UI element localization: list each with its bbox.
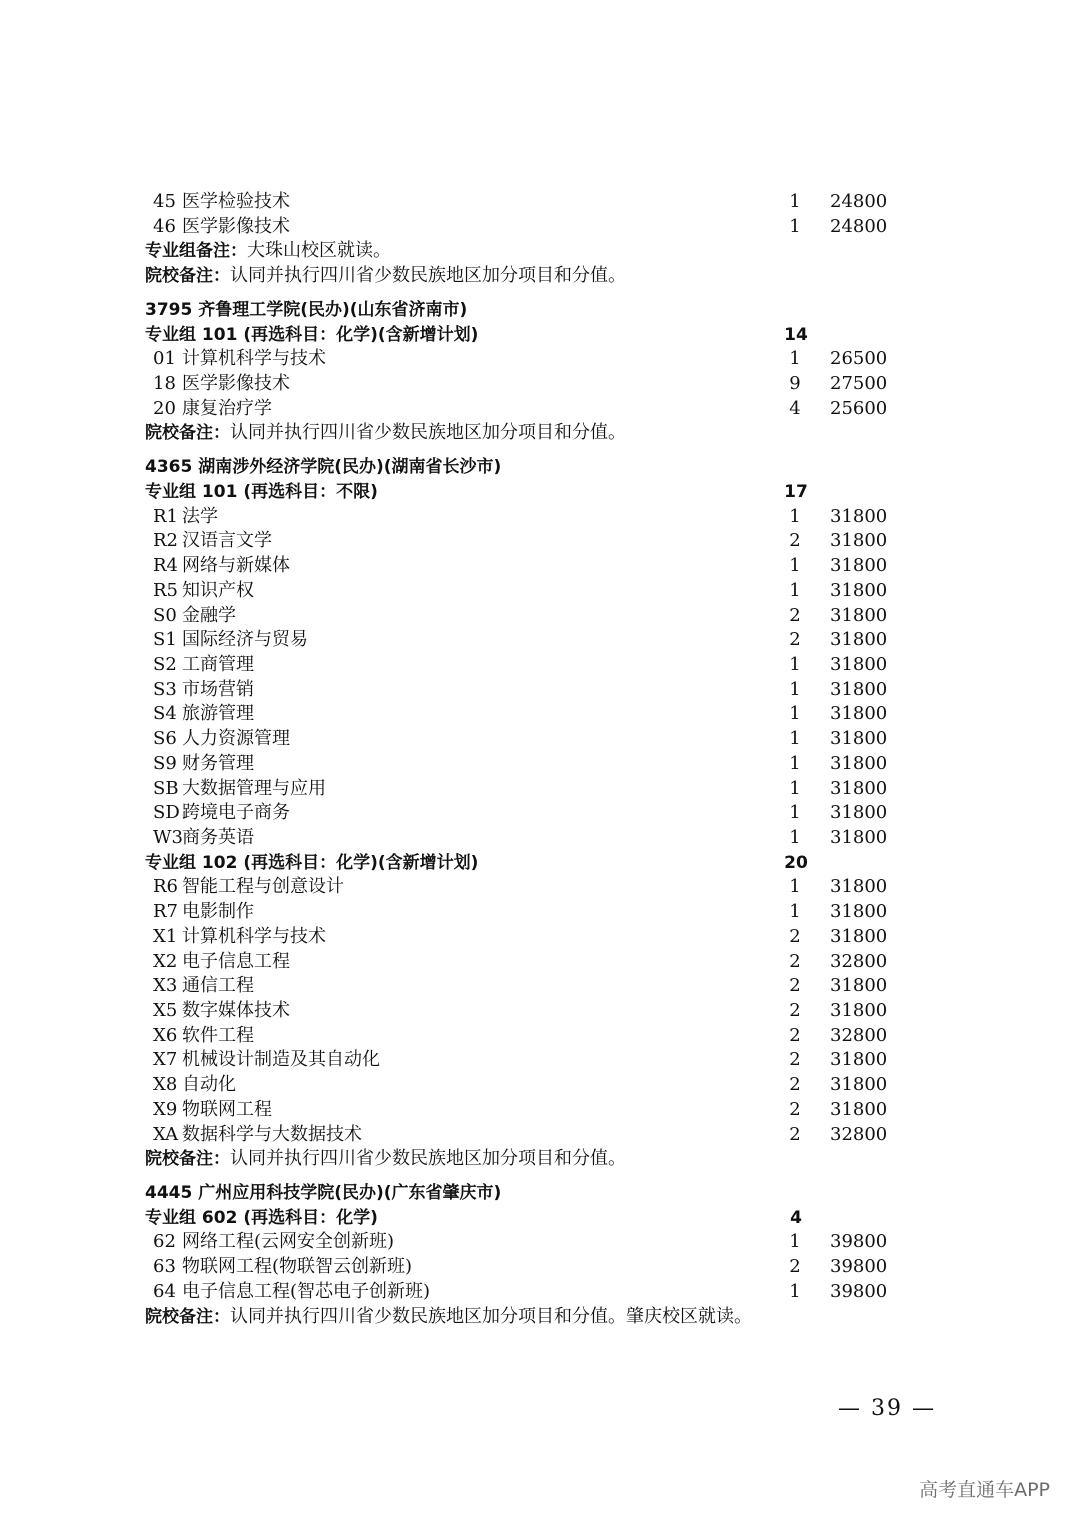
- tuition-fee: 31800: [830, 802, 888, 824]
- major-name: 金融学: [182, 604, 236, 626]
- major-row: [0, 1255, 1080, 1280]
- plan-count: 1: [789, 802, 801, 824]
- major-name: 计算机科学与技术: [182, 925, 326, 947]
- major-code: R1: [153, 505, 179, 527]
- major-name: 汉语言文学: [182, 530, 272, 552]
- major-name: 康复治疗学: [182, 397, 272, 419]
- plan-count: 2: [789, 1256, 801, 1278]
- major-code: 01: [153, 348, 176, 370]
- major-row: [0, 1280, 1080, 1305]
- major-row: [0, 372, 1080, 397]
- group-plan-count: 17: [784, 481, 808, 502]
- major-code: X3: [153, 975, 178, 997]
- remark-line: [0, 1147, 1080, 1172]
- major-name: 跨境电子商务: [182, 802, 290, 824]
- plan-count: 1: [789, 703, 801, 725]
- major-name: 医学影像技术: [182, 373, 290, 395]
- major-name: 电影制作: [182, 901, 254, 923]
- major-row: [0, 1098, 1080, 1123]
- remark: [145, 239, 391, 264]
- plan-count: 1: [789, 1280, 801, 1302]
- tuition-fee: 31800: [830, 1074, 888, 1096]
- major-row: [0, 215, 1080, 240]
- remark-line: [0, 239, 1080, 264]
- major-code: S1: [153, 629, 177, 651]
- tuition-fee: 31800: [830, 1000, 888, 1021]
- plan-count: 1: [789, 555, 801, 577]
- tuition-fee: 31800: [830, 876, 888, 898]
- plan-count: 2: [789, 530, 801, 552]
- tuition-fee: 31800: [830, 1049, 888, 1071]
- tuition-fee: 25600: [830, 397, 888, 419]
- plan-count: 2: [789, 1024, 801, 1046]
- major-name: 市场营销: [182, 678, 254, 700]
- major-code: R7: [153, 901, 179, 923]
- major-row: [0, 653, 1080, 678]
- major-row: [0, 999, 1080, 1024]
- major-row: [0, 1073, 1080, 1098]
- major-row: [0, 974, 1080, 999]
- major-group-heading: [0, 1206, 1080, 1231]
- group-plan-count: 20: [784, 852, 808, 873]
- tuition-fee: 32800: [830, 1123, 888, 1145]
- tuition-fee: 31800: [830, 629, 888, 651]
- plan-count: 2: [789, 1098, 801, 1120]
- tuition-fee: 31800: [830, 1098, 888, 1120]
- major-name: 数据科学与大数据技术: [182, 1123, 362, 1145]
- remark-text: 认同并执行四川省少数民族地区加分项目和分值。: [230, 1148, 626, 1170]
- remark-line: [0, 1305, 1080, 1330]
- tuition-fee: 31800: [830, 826, 888, 848]
- major-code: 46: [153, 215, 176, 237]
- tuition-fee: 39800: [830, 1231, 888, 1253]
- remark-label: 院校备注：: [145, 1306, 230, 1327]
- major-code: R4: [153, 555, 179, 577]
- group-plan-count: 14: [784, 324, 808, 345]
- school-heading: [0, 298, 1080, 323]
- plan-count: 2: [789, 950, 801, 972]
- remark: [145, 421, 626, 446]
- major-code: S2: [153, 653, 177, 675]
- remark: [145, 264, 626, 289]
- tuition-fee: 31800: [830, 777, 888, 799]
- major-name: 电子信息工程: [182, 950, 290, 972]
- remark-label: 院校备注：: [145, 423, 230, 444]
- major-row: [0, 801, 1080, 826]
- major-name: 电子信息工程(智芯电子创新班): [182, 1280, 431, 1302]
- page-number: — 39 —: [838, 1396, 936, 1421]
- remark-line: [0, 421, 1080, 446]
- tuition-fee: 31800: [830, 925, 888, 947]
- plan-count: 1: [789, 752, 801, 774]
- major-group-title: 专业组 602 (再选科目：化学): [145, 1207, 378, 1228]
- major-name: 人力资源管理: [182, 728, 290, 750]
- major-name: 网络与新媒体: [182, 555, 290, 577]
- major-group-heading: [0, 480, 1080, 505]
- major-code: 63: [153, 1256, 176, 1278]
- major-code: X6: [153, 1024, 178, 1046]
- tuition-fee: 24800: [830, 191, 888, 212]
- major-row: [0, 826, 1080, 851]
- school-heading: [0, 455, 1080, 480]
- major-code: 64: [153, 1280, 176, 1302]
- tuition-fee: 31800: [830, 678, 888, 700]
- major-group-heading: [0, 851, 1080, 876]
- major-row: [0, 190, 1080, 215]
- tuition-fee: 31800: [830, 703, 888, 725]
- major-row: [0, 1230, 1080, 1255]
- major-row: [0, 875, 1080, 900]
- major-name: 物联网工程: [182, 1098, 272, 1120]
- tuition-fee: 31800: [830, 530, 888, 552]
- major-code: 20: [153, 397, 176, 419]
- major-code: X5: [153, 1000, 178, 1021]
- major-code: 62: [153, 1231, 176, 1253]
- plan-count: 1: [789, 1231, 801, 1253]
- major-row: [0, 1123, 1080, 1148]
- major-row: [0, 752, 1080, 777]
- major-name: 计算机科学与技术: [182, 348, 326, 370]
- major-group-title: 专业组 101 (再选科目：化学)(含新增计划): [145, 324, 479, 345]
- plan-count: 1: [789, 579, 801, 601]
- major-row: [0, 505, 1080, 530]
- plan-count: 2: [789, 925, 801, 947]
- major-row: [0, 702, 1080, 727]
- major-code: R6: [153, 876, 179, 898]
- major-row: [0, 554, 1080, 579]
- remark-line: [0, 264, 1080, 289]
- enrollment-plan-list: [0, 190, 1080, 1329]
- plan-count: 1: [789, 826, 801, 848]
- major-code: X9: [153, 1098, 178, 1120]
- remark-label: 专业组备注：: [145, 241, 247, 262]
- plan-count: 1: [789, 653, 801, 675]
- major-name: 自动化: [182, 1074, 236, 1096]
- major-name: 大数据管理与应用: [182, 777, 326, 799]
- major-name: 通信工程: [182, 975, 254, 997]
- major-row: [0, 777, 1080, 802]
- major-name: 机械设计制造及其自动化: [182, 1049, 380, 1071]
- tuition-fee: 39800: [830, 1256, 888, 1278]
- major-name: 旅游管理: [182, 703, 254, 725]
- remark-text: 大珠山校区就读。: [247, 240, 391, 262]
- major-code: X8: [153, 1074, 178, 1096]
- major-row: [0, 1024, 1080, 1049]
- tuition-fee: 31800: [830, 752, 888, 774]
- major-code: S3: [153, 678, 177, 700]
- school-name: 4445 广州应用科技学院(民办)(广东省肇庆市): [145, 1183, 502, 1204]
- major-row: [0, 347, 1080, 372]
- remark: [145, 1305, 752, 1330]
- major-name: 智能工程与创意设计: [182, 876, 344, 898]
- remark-label: 院校备注：: [145, 1149, 230, 1170]
- group-plan-count: 4: [790, 1207, 802, 1228]
- tuition-fee: 32800: [830, 1024, 888, 1046]
- remark-text: 认同并执行四川省少数民族地区加分项目和分值。: [230, 265, 626, 287]
- plan-count: 2: [789, 629, 801, 651]
- major-group-heading: [0, 323, 1080, 348]
- plan-count: 2: [789, 604, 801, 626]
- plan-count: 2: [789, 1049, 801, 1071]
- plan-count: 1: [789, 901, 801, 923]
- major-code: SB: [153, 777, 179, 799]
- major-code: S6: [153, 728, 177, 750]
- plan-count: 1: [789, 678, 801, 700]
- plan-count: 1: [789, 876, 801, 898]
- plan-count: 1: [789, 191, 801, 212]
- remark-label: 院校备注：: [145, 266, 230, 287]
- major-row: [0, 397, 1080, 422]
- major-name: 医学检验技术: [182, 191, 290, 212]
- major-row: [0, 900, 1080, 925]
- major-name: 数字媒体技术: [182, 1000, 290, 1021]
- plan-count: 2: [789, 1123, 801, 1145]
- school-heading: [0, 1181, 1080, 1206]
- major-row: [0, 925, 1080, 950]
- major-name: 软件工程: [182, 1024, 254, 1046]
- school-name: 3795 齐鲁理工学院(民办)(山东省济南市): [145, 299, 468, 320]
- plan-count: 1: [789, 505, 801, 527]
- plan-count: 2: [789, 1074, 801, 1096]
- tuition-fee: 24800: [830, 215, 888, 237]
- plan-count: 2: [789, 1000, 801, 1021]
- major-row: [0, 727, 1080, 752]
- major-code: X7: [153, 1049, 178, 1071]
- tuition-fee: 31800: [830, 604, 888, 626]
- major-code: R5: [153, 579, 179, 601]
- plan-count: 1: [789, 348, 801, 370]
- major-row: [0, 628, 1080, 653]
- major-code: 45: [153, 191, 176, 212]
- tuition-fee: 31800: [830, 653, 888, 675]
- plan-count: 1: [789, 728, 801, 750]
- remark: [145, 1147, 626, 1172]
- major-code: R2: [153, 530, 179, 552]
- tuition-fee: 39800: [830, 1280, 888, 1302]
- major-code: S4: [153, 703, 177, 725]
- remark-text: 认同并执行四川省少数民族地区加分项目和分值。: [230, 422, 626, 444]
- major-name: 网络工程(云网安全创新班): [182, 1231, 395, 1253]
- tuition-fee: 32800: [830, 950, 888, 972]
- major-row: [0, 1048, 1080, 1073]
- major-code: 18: [153, 373, 176, 395]
- major-name: 物联网工程(物联智云创新班): [182, 1256, 413, 1278]
- major-code: X1: [153, 925, 178, 947]
- major-name: 工商管理: [182, 653, 254, 675]
- tuition-fee: 31800: [830, 555, 888, 577]
- major-name: 医学影像技术: [182, 215, 290, 237]
- plan-count: 1: [789, 777, 801, 799]
- remark-text: 认同并执行四川省少数民族地区加分项目和分值。肇庆校区就读。: [230, 1305, 752, 1327]
- major-name: 知识产权: [182, 579, 254, 601]
- major-group-title: 专业组 101 (再选科目：不限): [145, 481, 378, 502]
- major-row: [0, 678, 1080, 703]
- major-name: 财务管理: [182, 752, 254, 774]
- school-name: 4365 湖南涉外经济学院(民办)(湖南省长沙市): [145, 457, 502, 478]
- major-group-title: 专业组 102 (再选科目：化学)(含新增计划): [145, 852, 479, 873]
- major-code: XA: [153, 1123, 179, 1145]
- major-name: 国际经济与贸易: [182, 629, 308, 651]
- major-row: [0, 950, 1080, 975]
- plan-count: 4: [789, 397, 801, 419]
- plan-count: 1: [789, 215, 801, 237]
- major-code: W3: [153, 826, 183, 848]
- tuition-fee: 31800: [830, 505, 888, 527]
- major-name: 法学: [182, 505, 218, 527]
- plan-count: 2: [789, 975, 801, 997]
- major-name: 商务英语: [182, 826, 254, 848]
- tuition-fee: 31800: [830, 728, 888, 750]
- major-code: X2: [153, 950, 178, 972]
- tuition-fee: 26500: [830, 348, 888, 370]
- tuition-fee: 31800: [830, 579, 888, 601]
- major-code: SD: [153, 802, 180, 824]
- major-row: [0, 604, 1080, 629]
- tuition-fee: 31800: [830, 901, 888, 923]
- watermark: 高考直通车APP: [919, 1479, 1050, 1501]
- major-code: S9: [153, 752, 177, 774]
- plan-count: 9: [789, 373, 801, 395]
- major-code: S0: [153, 604, 177, 626]
- major-row: [0, 529, 1080, 554]
- tuition-fee: 27500: [830, 373, 888, 395]
- major-row: [0, 579, 1080, 604]
- tuition-fee: 31800: [830, 975, 888, 997]
